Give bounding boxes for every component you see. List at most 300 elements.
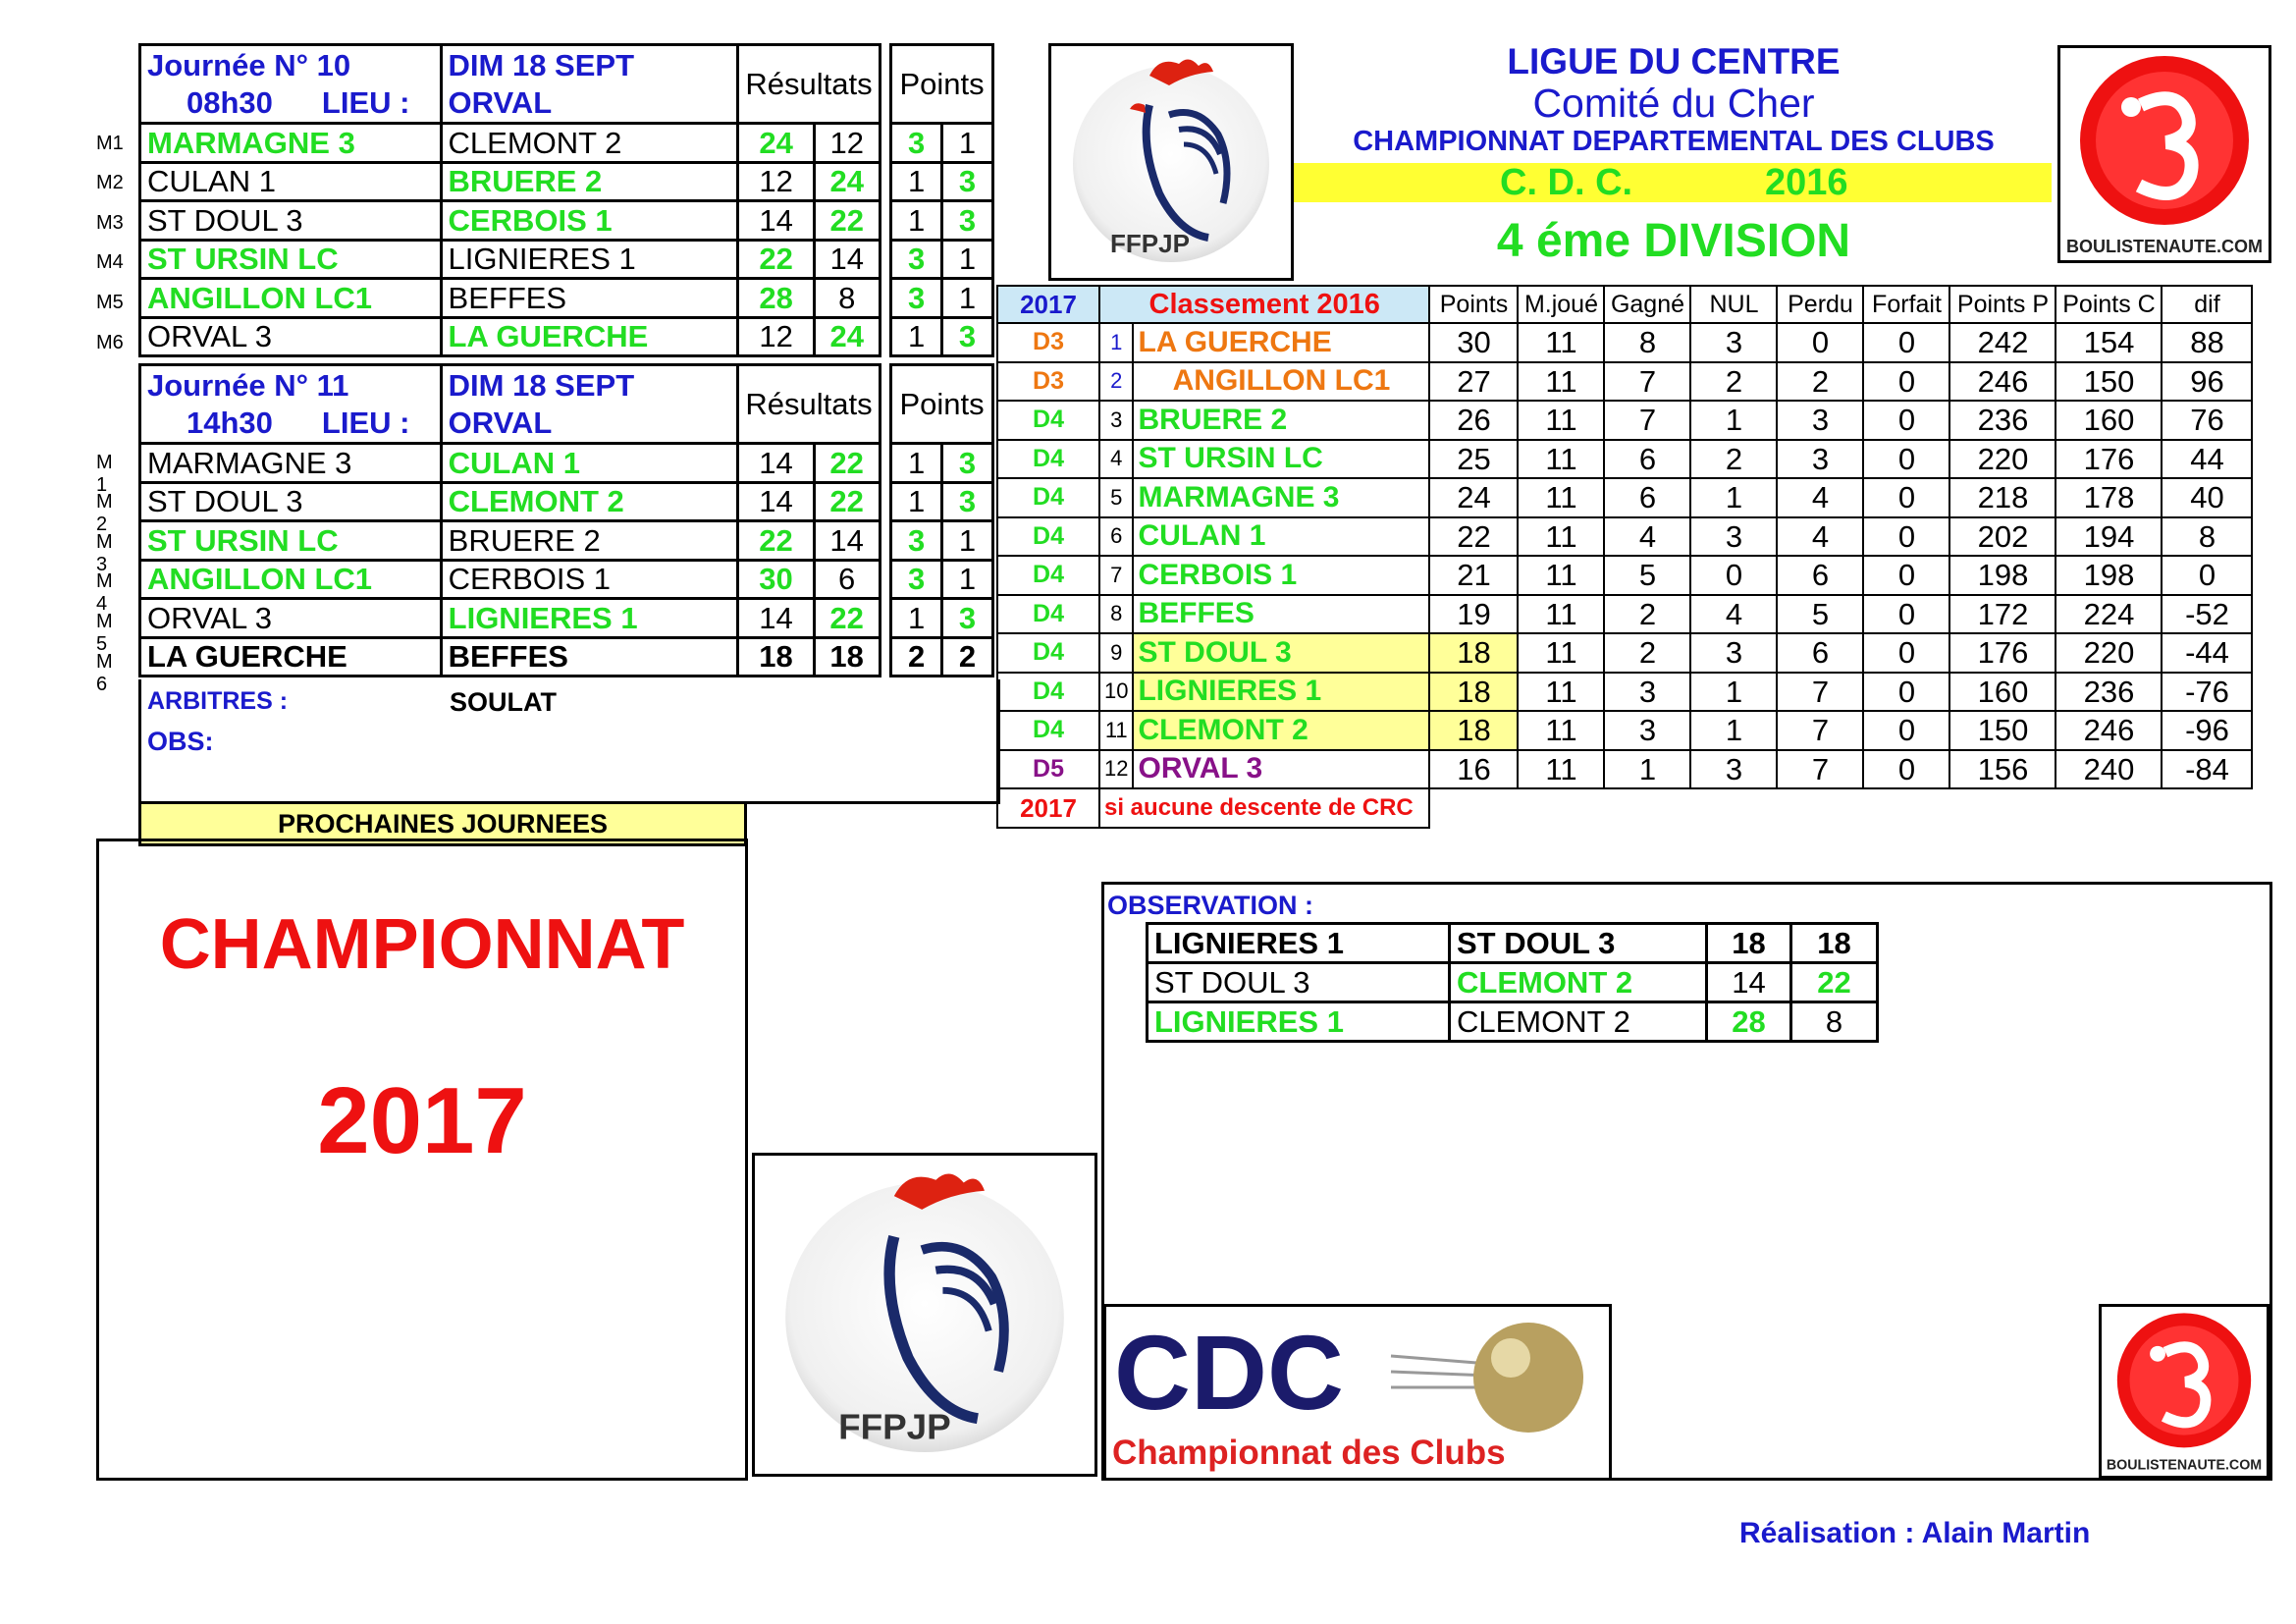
home-team: MARMAGNE 3 — [140, 124, 442, 163]
home-score: 22 — [738, 521, 814, 561]
stat-cell-pp: 172 — [1949, 595, 2056, 634]
points-cell: 30 — [1429, 323, 1518, 362]
stat-cell-pp: 156 — [1949, 750, 2056, 789]
stat-cell-n: 1 — [1690, 711, 1777, 750]
championnat-year: 2017 — [317, 1068, 527, 1173]
spacer — [880, 560, 891, 599]
stat-cell-pc: 246 — [2056, 711, 2162, 750]
stat-cell-mj: 11 — [1518, 556, 1604, 595]
cdc-label: C. D. C. — [1500, 162, 1633, 203]
away-score: 8 — [1791, 1002, 1878, 1042]
stat-cell-mj: 11 — [1518, 401, 1604, 440]
stat-cell-dif: 40 — [2162, 478, 2252, 517]
stat-cell-n: 3 — [1690, 750, 1777, 789]
points-cell: 18 — [1429, 633, 1518, 673]
classement-row — [997, 673, 2252, 712]
stat-cell-mj: 11 — [1518, 478, 1604, 517]
division-cell: D4 — [997, 633, 1099, 673]
stat-cell-n: 0 — [1690, 556, 1777, 595]
stat-cell-pp: 246 — [1949, 362, 2056, 402]
points-cell: 22 — [1429, 517, 1518, 557]
svg-text:FFPJP: FFPJP — [838, 1406, 951, 1447]
home-points: 3 — [891, 279, 942, 318]
division-cell: D5 — [997, 750, 1099, 789]
stat-cell-n: 3 — [1690, 323, 1777, 362]
away-team: BEFFES — [441, 637, 738, 677]
stat-cell-n: 1 — [1690, 478, 1777, 517]
championnat-box — [96, 839, 748, 1481]
match-row — [140, 162, 993, 201]
home-team: LIGNIERES 1 — [1148, 924, 1450, 963]
home-points: 1 — [891, 201, 942, 241]
home-score: 28 — [738, 279, 814, 318]
team-name: BEFFES — [1133, 595, 1429, 634]
stat-cell-p: 6 — [1777, 633, 1863, 673]
away-score: 22 — [814, 482, 880, 521]
spacer — [880, 124, 890, 163]
home-team: MARMAGNE 3 — [140, 444, 442, 483]
division-cell: D3 — [997, 323, 1099, 362]
stat-cell-p: 2 — [1777, 362, 1863, 402]
position-cell: 6 — [1099, 517, 1133, 557]
match-label: M 5 — [96, 611, 113, 655]
stat-cell-g: 2 — [1604, 633, 1690, 673]
cdc-band — [1294, 163, 2052, 202]
home-score: 14 — [738, 482, 814, 521]
away-team: CERBOIS 1 — [441, 201, 738, 241]
stat-cell-dif: -44 — [2162, 633, 2252, 673]
away-score: 18 — [1791, 924, 1878, 963]
match-row — [140, 521, 993, 561]
arbitres-name: SOULAT — [450, 687, 557, 717]
spacer — [880, 240, 890, 279]
home-score: 14 — [738, 444, 814, 483]
division-title: 4 éme DIVISION — [1496, 215, 1851, 267]
ffpjp-logo-bottom — [752, 1153, 1097, 1477]
away-score: 6 — [814, 560, 880, 599]
division-cell: D4 — [997, 401, 1099, 440]
col-header: dif — [2162, 286, 2252, 323]
match-row — [140, 317, 993, 356]
team-name: BRUERE 2 — [1133, 401, 1429, 440]
stat-cell-f: 0 — [1863, 401, 1949, 440]
stat-cell-f: 0 — [1863, 323, 1949, 362]
championnat-subtitle: CHAMPIONNAT DEPARTEMENTAL DES CLUBS — [1353, 126, 1995, 157]
journee-date: DIM 18 SEPT — [441, 365, 738, 405]
stat-cell-n: 4 — [1690, 595, 1777, 634]
points-cell: 25 — [1429, 440, 1518, 479]
arbitres-label: ARBITRES : — [147, 687, 289, 715]
home-points: 1 — [891, 444, 942, 483]
stat-cell-pc: 154 — [2056, 323, 2162, 362]
away-team: CLEMONT 2 — [441, 482, 738, 521]
stat-cell-pp: 218 — [1949, 478, 2056, 517]
comite-title: Comité du Cher — [1532, 81, 1815, 126]
home-points: 3 — [891, 240, 942, 279]
classement-row — [997, 440, 2252, 479]
stat-cell-g: 6 — [1604, 478, 1690, 517]
stat-cell-g: 1 — [1604, 750, 1690, 789]
away-points: 1 — [942, 124, 993, 163]
stat-cell-p: 4 — [1777, 517, 1863, 557]
away-score: 12 — [814, 124, 880, 163]
stat-cell-mj: 11 — [1518, 362, 1604, 402]
stat-cell-pc: 220 — [2056, 633, 2162, 673]
match-row — [140, 482, 993, 521]
match-row — [140, 279, 993, 318]
match-label: M 1 — [96, 452, 113, 496]
observation-label: OBSERVATION : — [1107, 891, 1314, 920]
stat-cell-p: 7 — [1777, 711, 1863, 750]
footer-year: 2017 — [997, 788, 1099, 828]
classement-row — [997, 478, 2252, 517]
observation-table — [1146, 922, 1879, 1043]
col-header: Gagné — [1604, 286, 1690, 323]
points-header: Points — [891, 45, 993, 124]
stat-cell-p: 4 — [1777, 478, 1863, 517]
journee-date: DIM 18 SEPT — [441, 45, 738, 84]
realisation: Réalisation : Alain Martin — [1739, 1517, 2091, 1549]
stat-cell-pp: 176 — [1949, 633, 2056, 673]
away-team: CERBOIS 1 — [441, 560, 738, 599]
division-cell: D4 — [997, 595, 1099, 634]
match-label: M 4 — [96, 570, 113, 615]
match-row — [140, 599, 993, 638]
stat-cell-g: 7 — [1604, 401, 1690, 440]
away-team: CLEMONT 2 — [441, 124, 738, 163]
home-team: ANGILLON LC1 — [140, 279, 442, 318]
col-header: NUL — [1690, 286, 1777, 323]
stat-cell-pp: 236 — [1949, 401, 2056, 440]
journee-10-table — [138, 43, 994, 357]
stat-cell-f: 0 — [1863, 556, 1949, 595]
away-team: CLEMONT 2 — [1450, 1002, 1707, 1042]
observation-row — [1148, 1002, 1878, 1042]
home-score: 18 — [738, 637, 814, 677]
stat-cell-pp: 198 — [1949, 556, 2056, 595]
spacer — [880, 279, 890, 318]
stat-cell-pc: 178 — [2056, 478, 2162, 517]
position-cell: 9 — [1099, 633, 1133, 673]
col-header: Forfait — [1863, 286, 1949, 323]
match-row — [140, 560, 993, 599]
points-cell: 21 — [1429, 556, 1518, 595]
home-score: 22 — [738, 240, 814, 279]
match-row — [140, 201, 993, 241]
stat-cell-n: 1 — [1690, 401, 1777, 440]
stat-cell-n: 3 — [1690, 517, 1777, 557]
stat-cell-dif: 0 — [2162, 556, 2252, 595]
classement-row — [997, 362, 2252, 402]
svg-text:CDC: CDC — [1114, 1313, 1344, 1432]
team-name: MARMAGNE 3 — [1133, 478, 1429, 517]
ffpjp-logo-top — [1048, 43, 1294, 281]
position-cell: 7 — [1099, 556, 1133, 595]
stat-cell-pc: 194 — [2056, 517, 2162, 557]
stat-cell-p: 5 — [1777, 595, 1863, 634]
team-name: ST URSIN LC — [1133, 440, 1429, 479]
stat-cell-p: 0 — [1777, 323, 1863, 362]
away-score: 22 — [1791, 963, 1878, 1002]
division-cell: D4 — [997, 673, 1099, 712]
team-name: ANGILLON LC1 — [1133, 362, 1429, 402]
home-team: ANGILLON LC1 — [140, 560, 442, 599]
position-cell: 1 — [1099, 323, 1133, 362]
stat-cell-pc: 236 — [2056, 673, 2162, 712]
spacer — [880, 162, 890, 201]
observation-row — [1148, 924, 1878, 963]
stat-cell-dif: 44 — [2162, 440, 2252, 479]
home-score: 18 — [1707, 924, 1791, 963]
stat-cell-p: 3 — [1777, 440, 1863, 479]
points-cell: 19 — [1429, 595, 1518, 634]
svg-text:BOULISTENAUTE.COM: BOULISTENAUTE.COM — [2066, 237, 2263, 256]
stat-cell-pp: 150 — [1949, 711, 2056, 750]
away-team: BRUERE 2 — [441, 162, 738, 201]
home-team: LIGNIERES 1 — [1148, 1002, 1450, 1042]
away-points: 1 — [942, 279, 993, 318]
classement-row — [997, 517, 2252, 557]
home-team: ORVAL 3 — [140, 599, 442, 638]
away-team: BEFFES — [441, 279, 738, 318]
stat-cell-dif: 96 — [2162, 362, 2252, 402]
points-cell: 18 — [1429, 673, 1518, 712]
home-score: 14 — [738, 599, 814, 638]
arbitres-box — [138, 679, 1000, 804]
stat-cell-n: 2 — [1690, 362, 1777, 402]
points-cell: 16 — [1429, 750, 1518, 789]
home-score: 14 — [1707, 963, 1791, 1002]
away-score: 22 — [814, 599, 880, 638]
position-cell: 5 — [1099, 478, 1133, 517]
stat-cell-pp: 160 — [1949, 673, 2056, 712]
stat-cell-p: 7 — [1777, 750, 1863, 789]
journee-time-lieu: 14h30 LIEU : — [140, 405, 442, 444]
svg-text:Championnat des Clubs: Championnat des Clubs — [1112, 1434, 1506, 1472]
match-row — [140, 124, 993, 163]
stat-cell-f: 0 — [1863, 362, 1949, 402]
col-header: Perdu — [1777, 286, 1863, 323]
spacer — [880, 637, 891, 677]
home-team: CULAN 1 — [140, 162, 442, 201]
home-score: 24 — [738, 124, 814, 163]
team-name: ORVAL 3 — [1133, 750, 1429, 789]
stat-cell-pc: 198 — [2056, 556, 2162, 595]
away-score: 18 — [814, 637, 880, 677]
team-name: CLEMONT 2 — [1133, 711, 1429, 750]
stat-cell-mj: 11 — [1518, 673, 1604, 712]
stat-cell-g: 8 — [1604, 323, 1690, 362]
away-score: 24 — [814, 317, 880, 356]
svg-text:FFPJP: FFPJP — [1110, 229, 1190, 258]
away-team: CULAN 1 — [441, 444, 738, 483]
match-label: M 2 — [96, 491, 113, 535]
team-name: ST DOUL 3 — [1133, 633, 1429, 673]
col-header: M.joué — [1518, 286, 1604, 323]
home-points: 1 — [891, 162, 942, 201]
home-team: ST DOUL 3 — [1148, 963, 1450, 1002]
home-points: 3 — [891, 521, 942, 561]
stat-cell-n: 1 — [1690, 673, 1777, 712]
home-team: ORVAL 3 — [140, 317, 442, 356]
stat-cell-g: 3 — [1604, 673, 1690, 712]
obs-label: OBS: — [147, 727, 214, 756]
stat-cell-dif: 88 — [2162, 323, 2252, 362]
stat-cell-pc: 176 — [2056, 440, 2162, 479]
stat-cell-mj: 11 — [1518, 440, 1604, 479]
cdc-year: 2016 — [1765, 162, 1848, 203]
away-score: 22 — [814, 444, 880, 483]
match-row — [140, 240, 993, 279]
points-cell: 27 — [1429, 362, 1518, 402]
match-row — [140, 444, 993, 483]
col-header: Points C — [2056, 286, 2162, 323]
away-points: 3 — [942, 162, 993, 201]
classement-year: 2017 — [997, 286, 1099, 323]
away-team: CLEMONT 2 — [1450, 963, 1707, 1002]
boulistenaute-logo-bottom — [2099, 1304, 2269, 1479]
stat-cell-dif: -52 — [2162, 595, 2252, 634]
stat-cell-mj: 11 — [1518, 633, 1604, 673]
stat-cell-g: 3 — [1604, 711, 1690, 750]
division-cell: D4 — [997, 517, 1099, 557]
home-points: 1 — [891, 482, 942, 521]
stat-cell-p: 6 — [1777, 556, 1863, 595]
stat-cell-mj: 11 — [1518, 323, 1604, 362]
stat-cell-pc: 150 — [2056, 362, 2162, 402]
classement-row — [997, 633, 2252, 673]
home-team: ST URSIN LC — [140, 521, 442, 561]
journee-title: Journée N° 10 — [140, 45, 442, 84]
team-name: CULAN 1 — [1133, 517, 1429, 557]
home-team: ST DOUL 3 — [140, 482, 442, 521]
stat-cell-p: 3 — [1777, 401, 1863, 440]
stat-cell-g: 4 — [1604, 517, 1690, 557]
away-points: 1 — [942, 560, 993, 599]
points-cell: 18 — [1429, 711, 1518, 750]
spacer — [880, 521, 891, 561]
match-label: M6 — [96, 332, 124, 353]
away-team: LIGNIERES 1 — [441, 240, 738, 279]
classement-row — [997, 711, 2252, 750]
away-points: 3 — [942, 599, 993, 638]
classement-row — [997, 556, 2252, 595]
spacer — [880, 599, 891, 638]
team-name: LA GUERCHE — [1133, 323, 1429, 362]
spacer — [880, 317, 890, 356]
observation-row — [1148, 963, 1878, 1002]
away-team: BRUERE 2 — [441, 521, 738, 561]
home-score: 12 — [738, 162, 814, 201]
position-cell: 3 — [1099, 401, 1133, 440]
match-label: M4 — [96, 251, 124, 273]
away-points: 1 — [942, 521, 993, 561]
rooster-icon — [1051, 46, 1291, 278]
stat-cell-pc: 224 — [2056, 595, 2162, 634]
prochaines-journees: PROCHAINES JOURNEES — [138, 801, 747, 846]
away-score: 14 — [814, 521, 880, 561]
stat-cell-mj: 11 — [1518, 711, 1604, 750]
division-cell: D4 — [997, 711, 1099, 750]
home-points: 1 — [891, 599, 942, 638]
home-score: 14 — [738, 201, 814, 241]
stat-cell-p: 7 — [1777, 673, 1863, 712]
stat-cell-f: 0 — [1863, 478, 1949, 517]
stat-cell-n: 3 — [1690, 633, 1777, 673]
away-points: 3 — [942, 201, 993, 241]
stat-cell-pc: 240 — [2056, 750, 2162, 789]
classement-row — [997, 750, 2252, 789]
championnat-title: CHAMPIONNAT — [159, 905, 685, 984]
team-name: LIGNIERES 1 — [1133, 673, 1429, 712]
home-points: 3 — [891, 560, 942, 599]
position-cell: 4 — [1099, 440, 1133, 479]
stat-cell-f: 0 — [1863, 750, 1949, 789]
home-team: ST URSIN LC — [140, 240, 442, 279]
classement-row — [997, 323, 2252, 362]
stat-cell-g: 6 — [1604, 440, 1690, 479]
stat-cell-f: 0 — [1863, 595, 1949, 634]
points-cell: 24 — [1429, 478, 1518, 517]
away-team: LA GUERCHE — [441, 317, 738, 356]
stat-cell-dif: 8 — [2162, 517, 2252, 557]
stat-cell-pp: 220 — [1949, 440, 2056, 479]
journee-11-table — [138, 363, 994, 677]
stat-cell-g: 7 — [1604, 362, 1690, 402]
division-cell: D4 — [997, 440, 1099, 479]
home-points: 1 — [891, 317, 942, 356]
stat-cell-f: 0 — [1863, 633, 1949, 673]
spacer — [880, 482, 891, 521]
division-cell: D4 — [997, 478, 1099, 517]
home-score: 12 — [738, 317, 814, 356]
away-score: 14 — [814, 240, 880, 279]
spacer — [880, 444, 891, 483]
stat-cell-f: 0 — [1863, 440, 1949, 479]
cdc-logo — [1103, 1304, 1612, 1481]
footer-note: si aucune descente de CRC — [1099, 788, 1429, 828]
points-header: Points — [891, 365, 993, 444]
home-team: ST DOUL 3 — [140, 201, 442, 241]
journee-time-lieu: 08h30 LIEU : — [140, 84, 442, 124]
stat-cell-dif: 76 — [2162, 401, 2252, 440]
results-header: Résultats — [738, 45, 880, 124]
stat-cell-pc: 160 — [2056, 401, 2162, 440]
match-row — [140, 637, 993, 677]
classement-row — [997, 595, 2252, 634]
away-points: 3 — [942, 317, 993, 356]
boulistenaute-logo-top — [2057, 45, 2271, 263]
stat-cell-pp: 202 — [1949, 517, 2056, 557]
home-score: 28 — [1707, 1002, 1791, 1042]
points-cell: 26 — [1429, 401, 1518, 440]
away-team: LIGNIERES 1 — [441, 599, 738, 638]
stat-cell-f: 0 — [1863, 673, 1949, 712]
stat-cell-mj: 11 — [1518, 517, 1604, 557]
journee-lieu: ORVAL — [441, 405, 738, 444]
position-cell: 8 — [1099, 595, 1133, 634]
away-score: 8 — [814, 279, 880, 318]
spacer — [880, 201, 890, 241]
away-points: 2 — [942, 637, 993, 677]
stat-cell-n: 2 — [1690, 440, 1777, 479]
col-header: Points — [1429, 286, 1518, 323]
home-points: 2 — [891, 637, 942, 677]
stat-cell-f: 0 — [1863, 711, 1949, 750]
match-label: M 3 — [96, 531, 113, 575]
away-score: 24 — [814, 162, 880, 201]
position-cell: 2 — [1099, 362, 1133, 402]
